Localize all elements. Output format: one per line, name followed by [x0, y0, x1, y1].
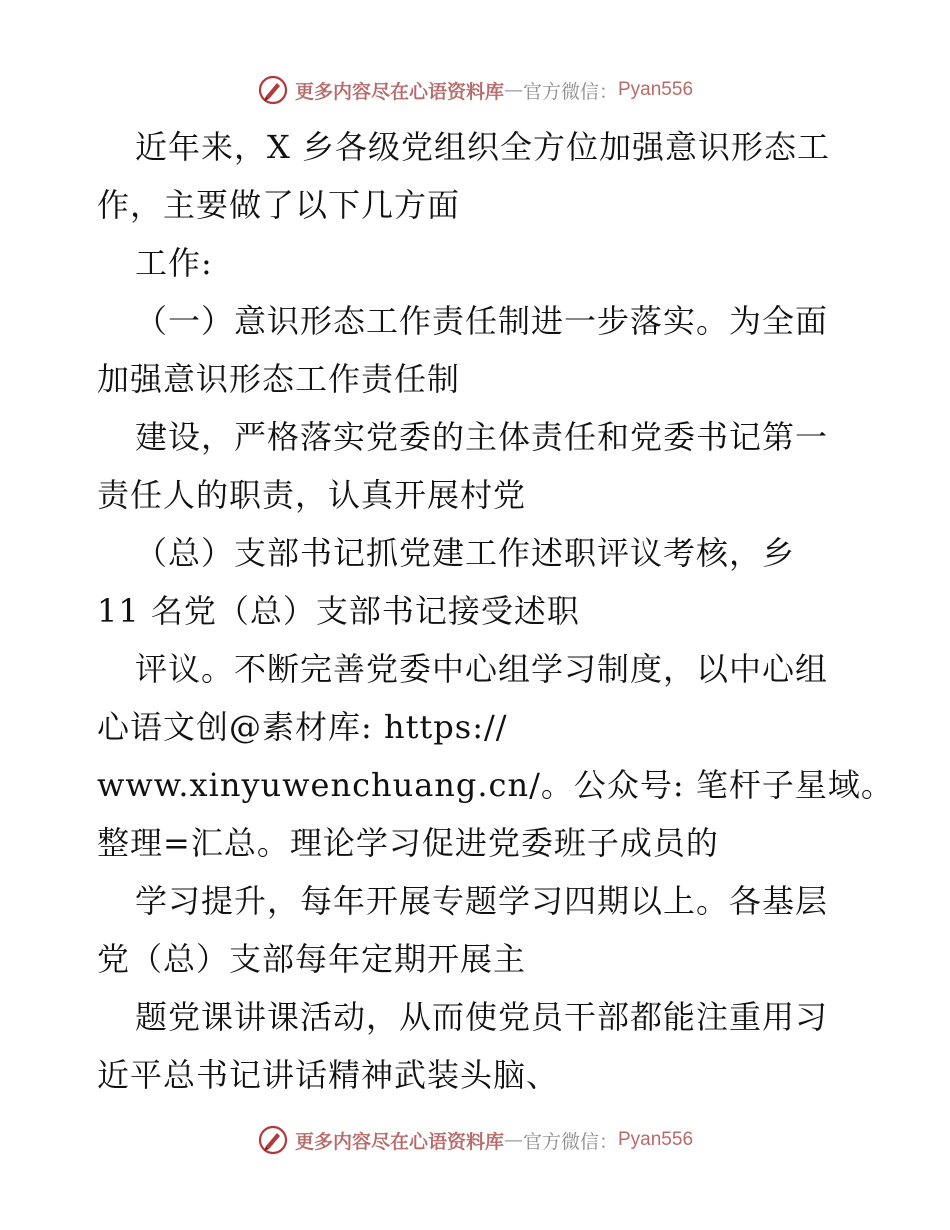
banner-title: 更多内容尽在心语资料库 [294, 1130, 504, 1153]
text-line: 11 名党（总）支部书记接受述职 [97, 592, 580, 630]
text-line: 题党课讲课活动，从而使党员干部都能注重用习 [135, 998, 829, 1036]
text-line: 近平总书记讲话精神武装头脑、 [97, 1056, 560, 1094]
text-line: （一）意识形态工作责任制进一步落实。为全面 [135, 302, 829, 340]
text-line: 作，主要做了以下几方面 [97, 186, 461, 224]
banner-dash: — [503, 1129, 523, 1151]
footer-banner [0, 1120, 950, 1160]
text-line: 责任人的职责，认真开展村党 [97, 476, 527, 514]
banner-wechat-id: Pyan556 [618, 79, 694, 100]
banner-wechat-id: Pyan556 [618, 1129, 694, 1150]
banner-wechat-label: 官方微信： [522, 1130, 618, 1153]
text-line: 整理=汇总。理论学习促进党委班子成员的 [97, 824, 719, 862]
text-line: 近年来，X 乡各级党组织全方位加强意识形态工 [135, 128, 830, 166]
text-line: 学习提升，每年开展专题学习四期以上。各基层 [135, 882, 829, 920]
text-line: 加强意识形态工作责任制 [97, 360, 461, 398]
text-line: 建设，严格落实党委的主体责任和党委书记第一 [135, 418, 829, 456]
header-banner [0, 70, 950, 110]
text-line: 心语文创@素材库: https:// [97, 708, 508, 746]
pen-logo-icon [257, 74, 289, 106]
document-body [97, 118, 894, 1104]
banner-dash: — [503, 79, 523, 101]
banner-wechat-label: 官方微信： [522, 80, 618, 103]
text-line: www.xinyuwenchuang.cn/。公众号: 笔杆子星域。 [97, 766, 894, 804]
text-line: 评议。不断完善党委中心组学习制度，以中心组 [135, 650, 829, 688]
text-line: （总）支部书记抓党建工作述职评议考核，乡 [135, 534, 796, 572]
text-line: 工作: [135, 244, 213, 282]
text-line: 党（总）支部每年定期开展主 [97, 940, 527, 978]
banner-title: 更多内容尽在心语资料库 [294, 80, 504, 103]
pen-logo-icon [257, 1124, 289, 1156]
